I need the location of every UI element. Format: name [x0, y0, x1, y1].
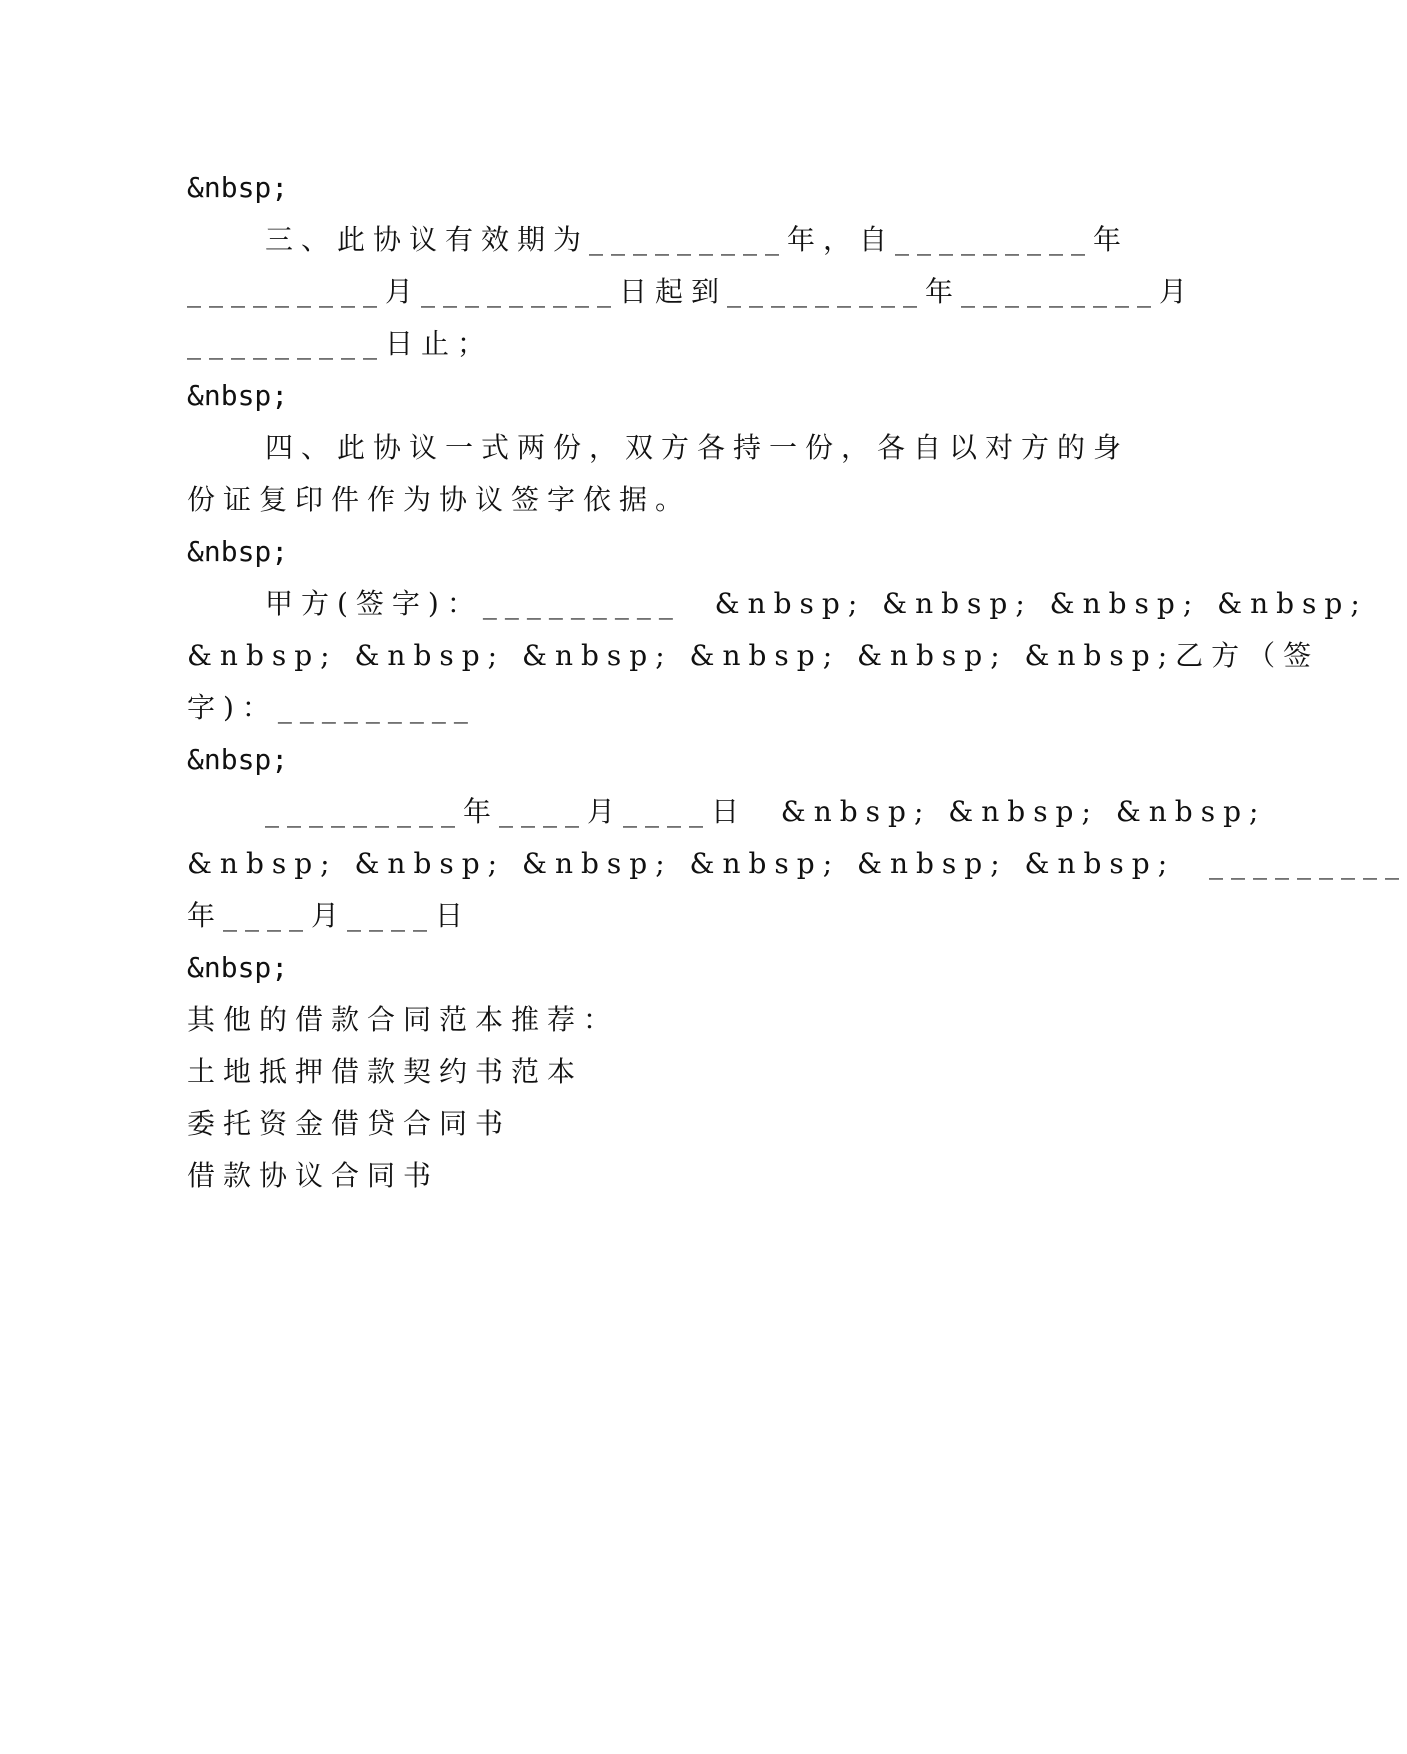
- clause-4-line-2: 份证复印件作为协议签字依据。: [187, 483, 692, 516]
- nbsp-line: &nbsp;: [187, 171, 289, 204]
- recommendation-link-3[interactable]: 借款协议合同书: [187, 1159, 440, 1192]
- clause-4-line-1: 四、此协议一式两份，双方各持一份，各自以对方的身: [265, 431, 1130, 464]
- nbsp-line: &nbsp;: [187, 535, 289, 568]
- party-b-signature-line-2: 字)：_________: [187, 691, 476, 724]
- date-line-1: _________年____月____日 &nbsp; &nbsp; &nbsp;: [265, 795, 1267, 828]
- party-a-signature-line: 甲方(签字)：_________ &nbsp; &nbsp; &nbsp; &nbsp;: [265, 587, 1368, 620]
- party-b-signature-line: &nbsp; &nbsp; &nbsp; &nbsp; &nbsp; &nbsp;乙方（签: [187, 639, 1320, 672]
- clause-3-line-1: 三、此协议有效期为_________年，自_________年: [265, 223, 1130, 256]
- date-line-3: 年____月____日: [187, 899, 472, 932]
- clause-3-line-3: _________日止；: [187, 327, 494, 360]
- nbsp-line: &nbsp;: [187, 743, 289, 776]
- recommendation-heading: 其他的借款合同范本推荐：: [187, 1003, 620, 1036]
- clause-3-line-2: _________月_________日起到_________年_________月: [187, 275, 1196, 308]
- nbsp-line: &nbsp;: [187, 379, 289, 412]
- recommendation-link-1[interactable]: 土地抵押借款契约书范本: [187, 1055, 584, 1088]
- nbsp-line: &nbsp;: [187, 951, 289, 984]
- date-line-2: &nbsp; &nbsp; &nbsp; &nbsp; &nbsp; &nbsp; _________: [187, 847, 1407, 880]
- recommendation-link-2[interactable]: 委托资金借贷合同书: [187, 1107, 512, 1140]
